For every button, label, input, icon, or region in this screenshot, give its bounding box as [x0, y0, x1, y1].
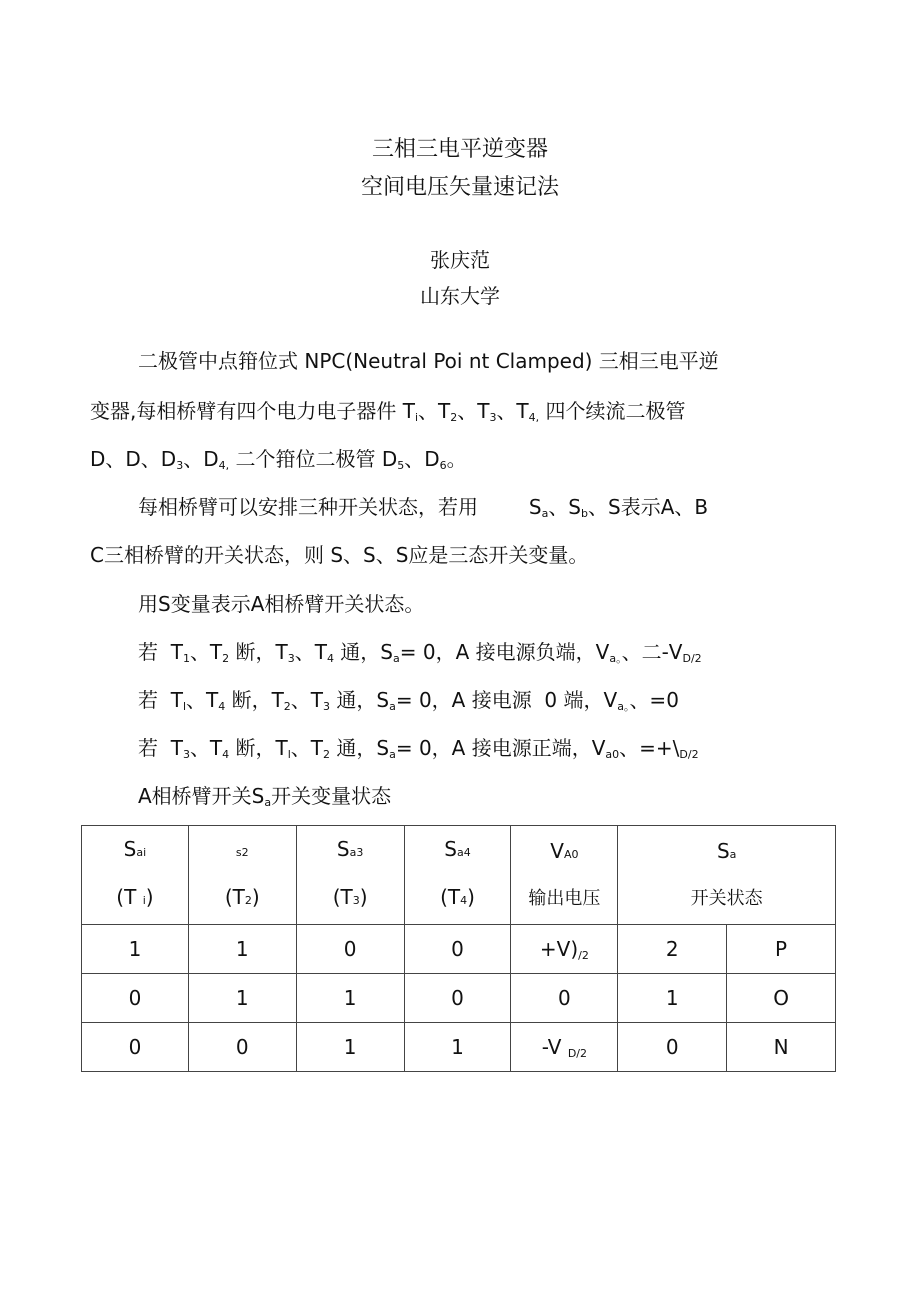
para2-line2: C三相桥臂的开关状态，则 S、S、S应是三态开关变量。 [90, 543, 589, 567]
table-caption: A相桥臂开关$S_a$开关变量状态 [138, 784, 392, 809]
case-3: 若 $T_3$、$T_4$ 断，$T_l$、$T_2$ 通，$S_a= 0$，A 接电源正端，$V_{a0}$、$=+\backslash_{D/2}$ [138, 736, 699, 761]
para1-line2: 变器,每相桥臂有四个电力电子器件 $T_i$、$T_2$、$T_3$、$T_{4,}$ 四个续流二极管 [90, 399, 686, 424]
header-sa3: Sa3 (T3) [296, 826, 404, 925]
table-row: 0 1 1 0 0 1 O [82, 974, 836, 1023]
table-row: 1 1 0 0 $+V)_{/2}$ 2 P [82, 925, 836, 974]
title-line-1: 三相三电平逆变器 [371, 137, 548, 162]
para3-line1: 用S变量表示A相桥臂开关状态。 [138, 592, 425, 616]
header-va0: VA0 输出电压 [511, 826, 618, 925]
header-sa4: Sa4 (T4) [404, 826, 511, 925]
author-affiliation: 山东大学 [420, 284, 500, 308]
header-sa2: s2 (T2) [188, 826, 296, 925]
table-header-row [82, 826, 836, 925]
case-1: 若 $T_1$、$T_2$ 断，$T_3$、$T_4$ 通，$S_a= 0$，A 接电源负端，$V_{a。}$、二$-V_{D/2}$ [138, 640, 702, 665]
header-sa1: Sai (T i) [82, 826, 189, 925]
case-2: 若 $T_l$、$T_4$ 断，$T_2$、$T_3$ 通，$S_a= 0$，A 接电源 0 端，$V_{a。}$、=0 [138, 688, 679, 713]
para1-line1: 二极管中点箝位式 NPC(Neutral Poi nt Clamped) 三相三电平逆 [138, 349, 719, 373]
para2-line1: 每相桥臂可以安排三种开关状态，若用 $S_a$、$S_b$、S表示A、B [138, 495, 709, 520]
para1-line3: D、D、$D_3$、$D_{4,}$ 二个箝位二极管 $D_5$、$D_6$。 [90, 447, 467, 472]
table-row: 0 0 1 1 -V $_{D/2}$ 0 N [82, 1023, 836, 1072]
header-sa-state: Sa 开关状态 [618, 826, 836, 925]
author-name: 张庆范 [430, 248, 490, 272]
switch-state-table [81, 825, 836, 1072]
title-line-2: 空间电压矢量速记法 [360, 175, 559, 200]
